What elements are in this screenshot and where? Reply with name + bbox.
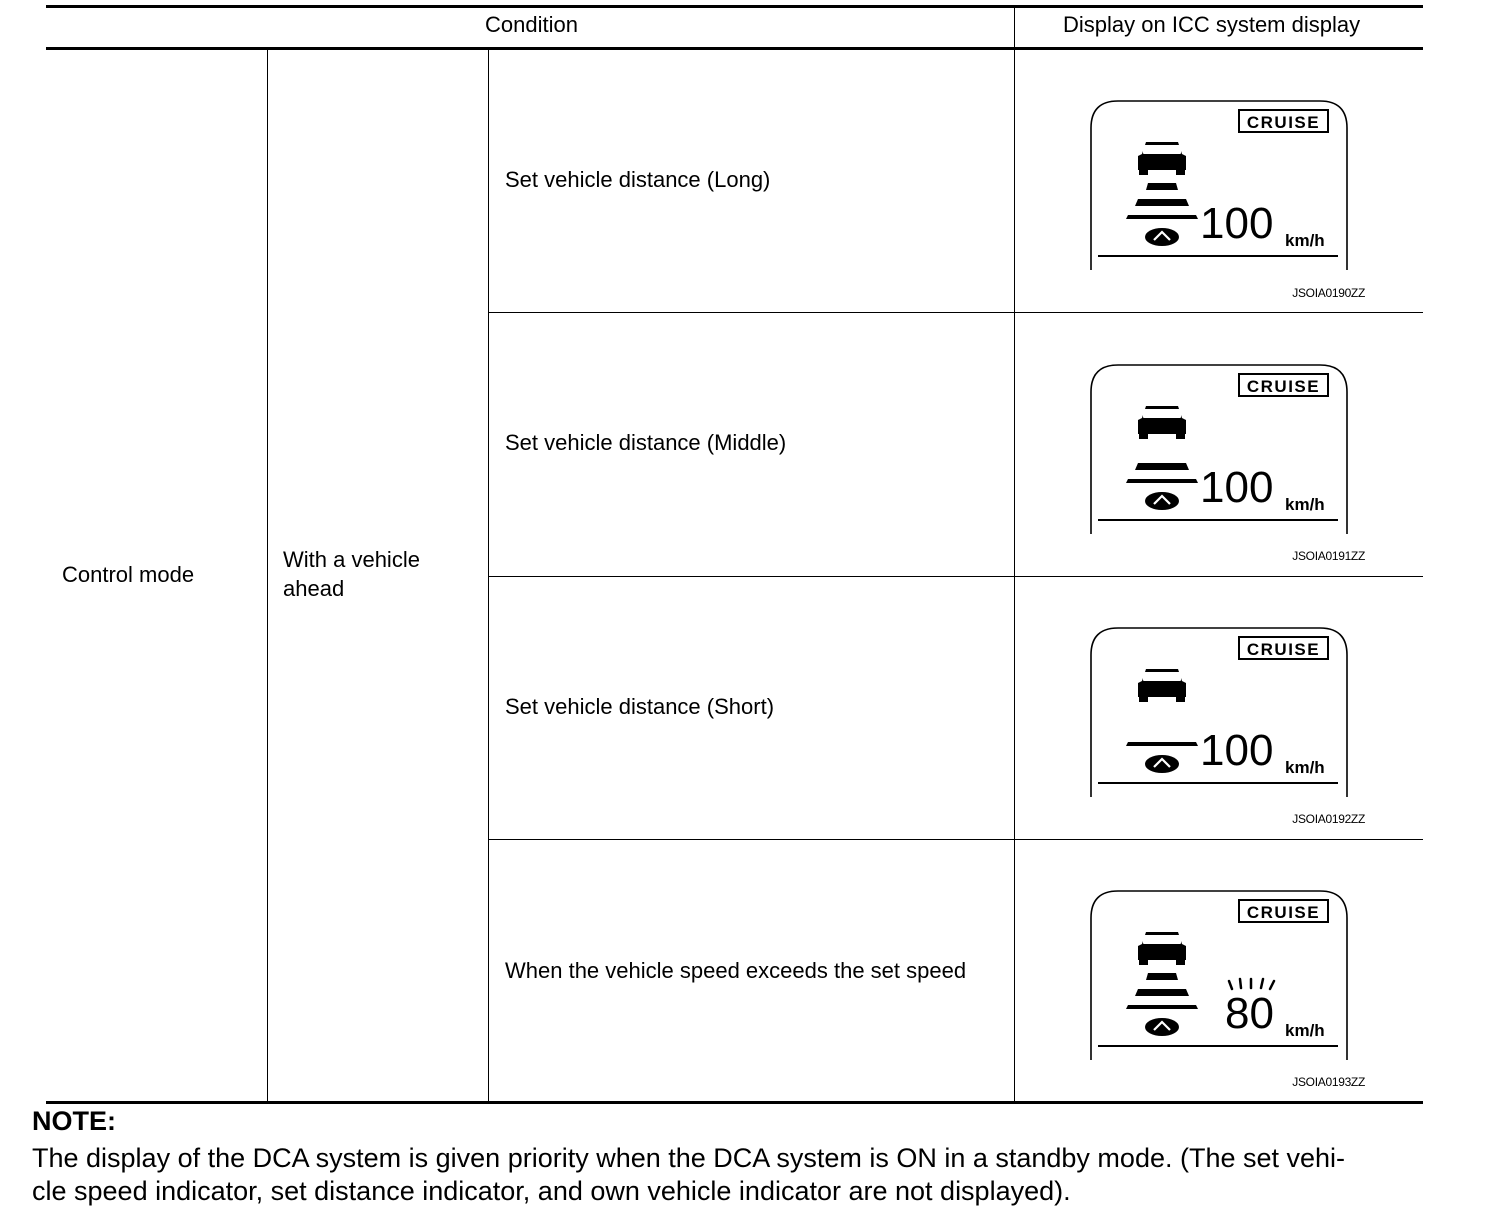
icc-display-panel: [1088, 362, 1348, 572]
icc-display-graphic: [1088, 362, 1348, 572]
note-line: cle speed indicator, set distance indicator, and own vehicle indicator are not displayed).: [32, 1176, 1071, 1206]
figure-id: JSOIA0191ZZ: [1292, 549, 1365, 563]
control-mode-label: Control mode: [62, 562, 195, 587]
own-vehicle-icon: [1145, 1018, 1179, 1036]
icc-display-panel: [1088, 888, 1348, 1098]
own-vehicle-icon: [1145, 228, 1179, 246]
icc-display-graphic: [1088, 888, 1348, 1098]
distance-bars-icon: [1126, 973, 1198, 1009]
distance-bars-icon: [1126, 183, 1198, 219]
column-divider: [1014, 50, 1015, 1102]
condition-text: Set vehicle distance (Middle): [505, 430, 787, 455]
row-divider: [488, 576, 1423, 577]
figure-id: JSOIA0193ZZ: [1292, 1075, 1365, 1089]
note-line: The display of the DCA system is given priority when the DCA system is ON in a standby mode. (The set vehi-: [32, 1143, 1346, 1173]
distance-bars-icon: [1126, 742, 1198, 746]
vehicle-ahead-icon: [1138, 932, 1186, 965]
speed-unit: km/h: [1285, 758, 1325, 777]
column-divider: [488, 50, 489, 1102]
figure-id: JSOIA0192ZZ: [1292, 812, 1365, 826]
cruise-label: CRUISE: [1246, 113, 1321, 132]
own-vehicle-icon: [1145, 755, 1179, 773]
icc-display-panel: [1088, 98, 1348, 308]
figure-id: JSOIA0190ZZ: [1292, 286, 1365, 300]
table-top-rule: [46, 5, 1423, 8]
condition-text: Set vehicle distance (Long): [505, 167, 771, 192]
row-divider: [488, 312, 1423, 313]
header-display: Display on ICC system display: [1063, 12, 1361, 37]
speed-unit: km/h: [1285, 1021, 1325, 1040]
condition-text: When the vehicle speed exceeds the set speed: [505, 958, 967, 983]
vehicle-ahead-icon: [1138, 406, 1186, 439]
header-column-divider: [1014, 5, 1015, 50]
icc-display-graphic: [1088, 625, 1348, 835]
set-speed-value: 100: [1200, 726, 1274, 775]
own-vehicle-icon: [1145, 492, 1179, 510]
cruise-label: CRUISE: [1246, 377, 1321, 396]
situation-label: [283, 545, 420, 603]
set-speed-value: 100: [1200, 199, 1274, 248]
note-title: NOTE:: [32, 1106, 116, 1136]
situation-line: With a vehicle: [283, 547, 420, 572]
header-condition: Condition: [485, 12, 578, 37]
condition-text: Set vehicle distance (Short): [505, 694, 775, 719]
cruise-label: CRUISE: [1246, 640, 1321, 659]
column-divider: [267, 50, 268, 1102]
icc-display-panel: [1088, 625, 1348, 835]
vehicle-ahead-icon: [1138, 142, 1186, 175]
note-body: [32, 1142, 1452, 1208]
speed-flash-icon: [1229, 979, 1274, 989]
speed-unit: km/h: [1285, 495, 1325, 514]
table-bottom-rule: [46, 1101, 1423, 1104]
set-speed-value: 80: [1225, 989, 1274, 1038]
speed-unit: km/h: [1285, 231, 1325, 250]
set-speed-value: 100: [1200, 463, 1274, 512]
row-divider: [488, 839, 1423, 840]
distance-bars-icon: [1126, 463, 1198, 483]
cruise-label: CRUISE: [1246, 903, 1321, 922]
vehicle-ahead-icon: [1138, 669, 1186, 702]
icc-display-graphic: [1088, 98, 1348, 308]
header-bottom-rule: [46, 47, 1423, 50]
situation-line: ahead: [283, 576, 345, 601]
